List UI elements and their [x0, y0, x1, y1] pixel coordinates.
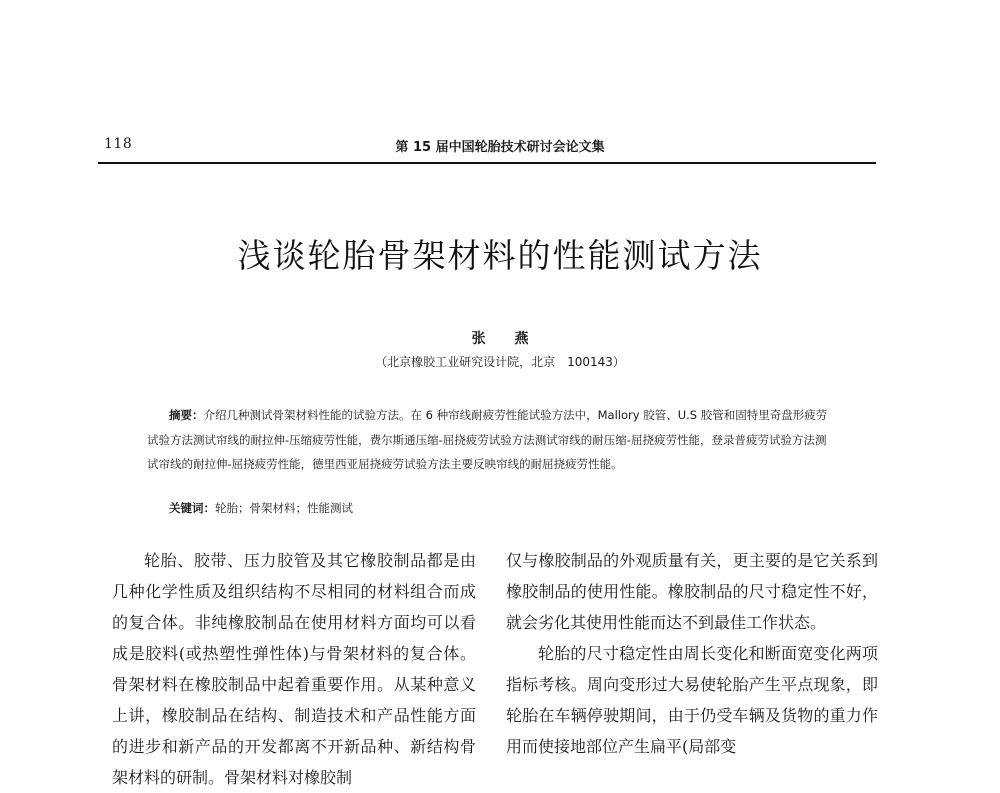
body-column-right — [506, 545, 878, 762]
page-number: 118 — [104, 136, 133, 152]
body-paragraph: 轮胎、胶带、压力胶管及其它橡胶制品都是由几种化学性质及组织结构不尽相同的材料组合而成的复合体。非纯橡胶制品在使用材料方面均可以看成是胶料(或热塑性弹性体)与骨架材料的复合体。骨架材料在橡胶制品中起着重要作用。从某种意义上讲，橡胶制品在结构、制造技术和产品性能方面的进步和新产品的开发都离不开新品种、新结构骨架材料的研制。骨架材料对橡胶制 — [112, 551, 476, 787]
abstract — [147, 403, 837, 477]
keywords — [169, 500, 353, 516]
running-header: 第 15 届中国轮胎技术研讨会论文集 — [395, 140, 605, 155]
abstract-label: 摘要： — [169, 408, 204, 422]
author-family: 燕 — [514, 331, 529, 347]
keywords-label: 关键词： — [169, 501, 215, 515]
author-given: 张 — [471, 331, 486, 347]
author — [0, 328, 1000, 348]
affiliation: （北京橡胶工业研究设计院，北京 100143） — [375, 355, 625, 369]
keywords-text: 轮胎；骨架材料；性能测试 — [215, 501, 353, 515]
abstract-text: 介绍几种测试骨架材料性能的试验方法。在 6 种帘线耐疲劳性能试验方法中，Mallory 胶管、U.S 胶管和固特里奇盘形疲劳试验方法测试帘线的耐拉伸-压缩疲劳性能，费尔斯通压缩-屈挠疲劳试验方法测试帘线的耐压缩-屈挠疲劳性能，登录普疲劳试验方法测试帘线的耐拉伸-屈挠疲劳性能，德里西亚屈挠疲劳试验方法主要反映帘线的耐屈挠疲劳性能。 — [147, 408, 828, 471]
body-paragraph-continued: 仅与橡胶制品的外观质量有关，更主要的是它关系到橡胶制品的使用性能。橡胶制品的尺寸稳定性不好，就会劣化其使用性能而达不到最佳工作状态。 — [506, 551, 878, 632]
body-paragraph: 轮胎的尺寸稳定性由周长变化和断面宽变化两项指标考核。周向变形过大易使轮胎产生平点现象，即轮胎在车辆停驶期间，由于仍受车辆及货物的重力作用而使接地部位产生扁平(局部变 — [506, 644, 878, 756]
header-rule — [98, 162, 876, 164]
article-title: 浅谈轮胎骨架材料的性能测试方法 — [237, 236, 763, 275]
body-column-left — [112, 545, 476, 793]
